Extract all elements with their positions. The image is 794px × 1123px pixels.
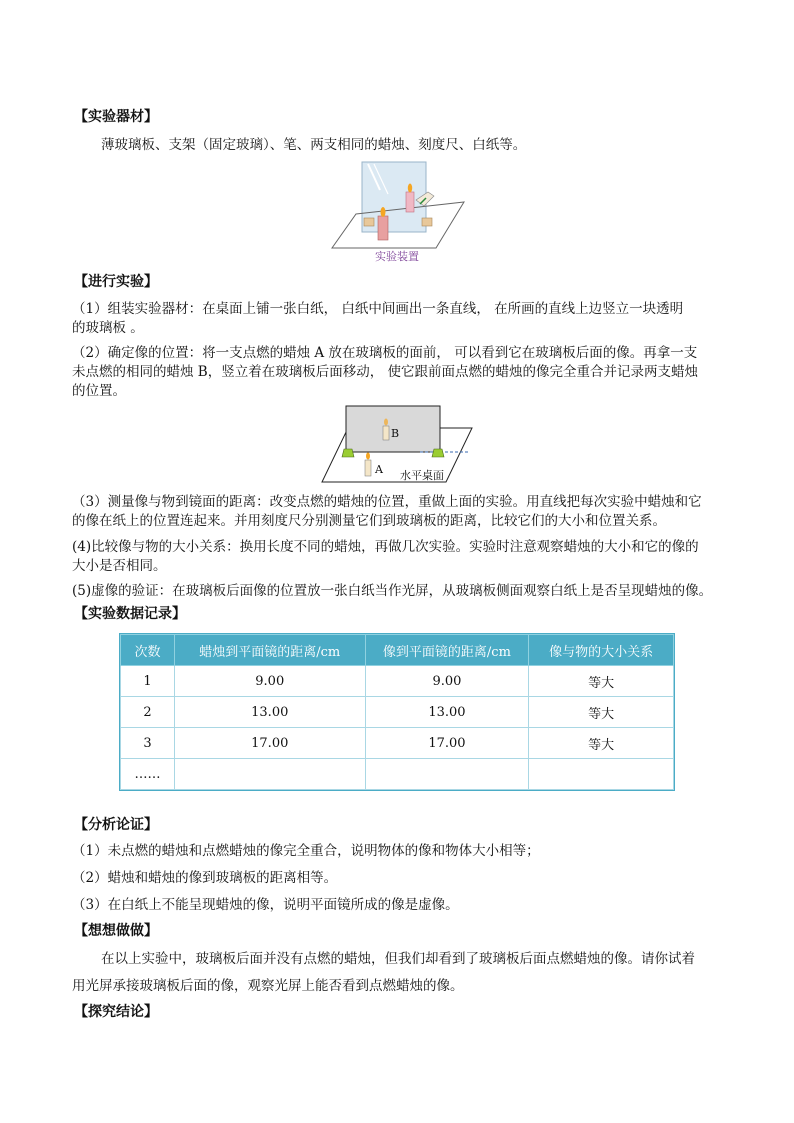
table-cell: 1 xyxy=(121,666,175,697)
table-cell: 等大 xyxy=(529,666,674,697)
step3-line1: （3）测量像与物到镜面的距离：改变点燃的蜡烛的位置，重做上面的实验。用直线把每次实验中蜡烛和它 xyxy=(72,494,702,510)
think-line1: 在以上实验中，玻璃板后面并没有点燃的蜡烛，但我们却看到了玻璃板后面点燃蜡烛的像。请你试着 xyxy=(101,951,695,967)
table-cell: 等大 xyxy=(529,697,674,728)
step5-line1: (5)虚像的验证：在玻璃板后面像的位置放一张白纸当作光屏，从玻璃板侧面观察白纸上是否呈现蜡烛的像。 xyxy=(72,583,713,599)
equipment-text: 薄玻璃板、支架（固定玻璃）、笔、两支相同的蜡烛、刻度尺、白纸等。 xyxy=(101,137,527,153)
table-cell: 9.00 xyxy=(174,666,365,697)
candle-b-label: B xyxy=(391,427,400,440)
table-header-row xyxy=(121,635,674,666)
table-row xyxy=(121,759,674,790)
table-cell xyxy=(529,759,674,790)
desk-label: 水平桌面 xyxy=(400,469,444,482)
step4-line2: 大小是否相同。 xyxy=(72,558,167,574)
table-cell: 9.00 xyxy=(365,666,529,697)
table-cell: 17.00 xyxy=(365,728,529,759)
table-cell xyxy=(174,759,365,790)
conclusion-heading: 【探究结论】 xyxy=(74,1004,158,1020)
header-object-distance: 蜡烛到平面镜的距离/cm xyxy=(174,635,365,666)
analysis-item-1: （1）未点燃的蜡烛和点燃蜡烛的像完全重合，说明物体的像和物体大小相等； xyxy=(72,843,540,859)
equipment-heading: 【实验器材】 xyxy=(74,109,158,125)
apparatus-caption: 实验装置 xyxy=(375,250,419,263)
analysis-heading: 【分析论证】 xyxy=(74,817,158,833)
analysis-item-2: （2）蜡烛和蜡烛的像到玻璃板的距离相等。 xyxy=(72,870,338,886)
procedure-heading: 【进行实验】 xyxy=(74,274,158,290)
header-size-relation: 像与物的大小关系 xyxy=(529,635,674,666)
table-row xyxy=(121,728,674,759)
step1-line1: （1）组装实验器材：在桌面上铺一张白纸， 白纸中间画出一条直线， 在所画的直线上边竖立一块透明 xyxy=(72,301,684,317)
table-row xyxy=(121,697,674,728)
step3-line2: 的像在纸上的位置连起来。并用刻度尺分别测量它们到玻璃板的距离，比较它们的大小和位置关系。 xyxy=(72,513,666,529)
think-heading: 【想想做做】 xyxy=(74,923,158,939)
setup-illustration xyxy=(320,404,474,484)
setup-figure xyxy=(320,404,474,484)
candle-a-label: A xyxy=(375,463,383,476)
header-count: 次数 xyxy=(121,635,175,666)
table-cell: 3 xyxy=(121,728,175,759)
data-table xyxy=(120,634,674,790)
table-cell: 17.00 xyxy=(174,728,365,759)
step4-line1: (4)比较像与物的大小关系：换用长度不同的蜡烛，再做几次实验。实验时注意观察蜡烛的大小和它的像的 xyxy=(72,539,699,555)
apparatus-figure xyxy=(328,160,466,266)
data-heading: 【实验数据记录】 xyxy=(74,606,186,622)
step2-line3: 的位置。 xyxy=(72,383,126,399)
think-line2: 用光屏承接玻璃板后面的像，观察光屏上能否看到点燃蜡烛的像。 xyxy=(72,978,464,994)
analysis-item-3: （3）在白纸上不能呈现蜡烛的像，说明平面镜所成的像是虚像。 xyxy=(72,897,459,913)
table-row xyxy=(121,666,674,697)
header-image-distance: 像到平面镜的距离/cm xyxy=(365,635,529,666)
step1-line2: 的玻璃板 。 xyxy=(72,320,144,336)
step2-line2: 未点燃的相同的蜡烛 B，竖立着在玻璃板后面移动， 使它跟前面点燃的蜡烛的像完全重合并记录两支蜡烛 xyxy=(72,364,699,380)
table-cell: 2 xyxy=(121,697,175,728)
table-cell: 等大 xyxy=(529,728,674,759)
step2-line1: （2）确定像的位置：将一支点燃的蜡烛 A 放在玻璃板的面前， 可以看到它在玻璃板后面的像。再拿一支 xyxy=(72,345,698,361)
table-cell: …… xyxy=(121,759,175,790)
table-cell: 13.00 xyxy=(174,697,365,728)
table-cell: 13.00 xyxy=(365,697,529,728)
table-cell xyxy=(365,759,529,790)
